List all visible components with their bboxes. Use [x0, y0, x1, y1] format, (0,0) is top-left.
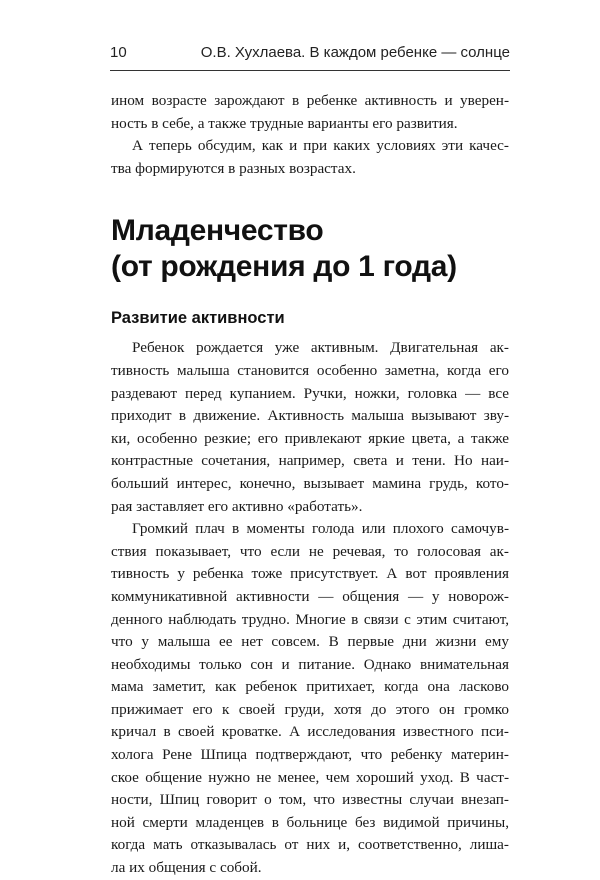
text-line: ла их общения с собой. [111, 859, 262, 877]
text-line: ином возрасте зарождают в ребенке активность и уверен- [111, 92, 509, 109]
chapter-title-line-1: Младенчество [111, 214, 324, 248]
text-line: тва формируются в разных возрастах. [111, 159, 356, 177]
text-line: ность в себе, а также трудные варианты его развития. [111, 114, 458, 132]
chapter-title [111, 213, 509, 285]
intro-paragraph-1 [111, 90, 509, 135]
text-line: коммуникативной активности — общения — у новорож- [111, 587, 509, 605]
text-line: больший интерес, конечно, вызывает мамина грудь, кото- [111, 474, 509, 492]
text-line: рая заставляет его активно «работать». [111, 497, 363, 515]
text-line: ствия показывает, что если не речевая, то голосовая ак- [111, 542, 509, 560]
text-line: кричал в своей кроватке. А исследования известного пси- [111, 723, 509, 741]
text-line: ности, Шпиц говорит о том, что известны случаи внезап- [111, 791, 509, 809]
text-line: холога Рене Шпица подтверждают, что ребенку материн- [111, 746, 509, 764]
text-line: необходимы только сон и питание. Однако внимательная [111, 655, 509, 673]
text-line: Ребенок рождается уже активным. Двигательная ак- [132, 339, 509, 357]
text-line: Громкий плач в моменты голода или плохого самочув- [132, 520, 509, 538]
text-line: приходит в движение. Активность малыша вызывают зву- [111, 407, 509, 425]
text-line: ское общение нужно не менее, чем хороший уход. В част- [111, 768, 509, 786]
section-title: Развитие активности [111, 309, 285, 328]
text-line: тивность малыша становится особенно заметна, когда его [111, 361, 509, 379]
page-number: 10 [110, 44, 127, 61]
header-rule [110, 70, 510, 71]
text-line: денного наблюдать трудно. Многие в связи с этим считают, [111, 610, 509, 628]
running-header [110, 44, 510, 66]
page-body [111, 90, 509, 880]
text-line: тивность у ребенка тоже присутствует. А вот проявления [111, 565, 509, 583]
text-line: ки, особенно резкие; его привлекают яркие цвета, а также [111, 429, 509, 447]
text-line: что у малыша ее нет совсем. В первые дни жизни ему [111, 633, 509, 651]
section-paragraph-1 [111, 337, 509, 518]
text-line: раздевают перед купанием. Ручки, ножки, головка — все [111, 384, 509, 402]
chapter-title-line-2: (от рождения до 1 года) [111, 250, 457, 284]
text-line: прижимает его к своей груди, хотя до этого он громко [111, 700, 509, 718]
text-line: ной смерти младенцев в больнице без видимой причины, [111, 813, 509, 831]
text-line: когда мать отказывалась от них и, соответственно, лиша- [111, 836, 509, 854]
text-line: мама заметит, как ребенок притихает, когда она ласково [111, 678, 509, 696]
section-paragraph-2 [111, 518, 509, 880]
running-title: О.В. Хухлаева. В каждом ребенке — солнце [200, 44, 510, 61]
intro-paragraph-2 [111, 135, 509, 180]
text-line: контрастные сочетания, например, света и тени. Но наи- [111, 452, 509, 470]
text-line: А теперь обсудим, как и при каких условиях эти качес- [132, 137, 509, 155]
